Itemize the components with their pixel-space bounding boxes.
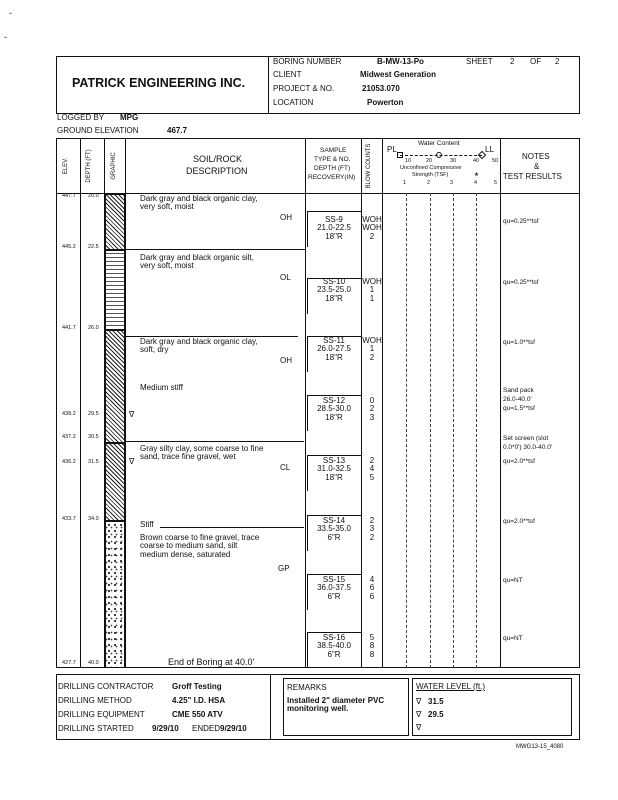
water-level-marker: ∇ [129, 410, 135, 419]
sample-id: SS-12 [322, 396, 346, 405]
sample-id: SS-16 [322, 633, 346, 642]
depth-value: 20.0 [88, 193, 99, 199]
blow-counts: 2 4 5 [369, 456, 375, 482]
elev-value: 438.2 [62, 411, 76, 417]
test-note: Sand pack [503, 387, 534, 394]
test-note: qu=1.5**tsf [503, 405, 535, 412]
sample-bracket [307, 574, 308, 610]
drilling-contractor-value: Groff Testing [172, 682, 222, 691]
sample-recovery: 18"R [325, 412, 343, 422]
elev-value: 445.2 [62, 244, 76, 250]
drilling-method-label: DRILLING METHOD [58, 696, 132, 705]
sample-bracket [307, 278, 308, 314]
test-note: 0.0*0') 30.0-40.0' [503, 444, 553, 451]
client-label: CLIENT [273, 70, 302, 79]
col-line [125, 138, 126, 668]
document-code: MWG13-15_4080 [516, 744, 564, 750]
sample-recovery: 18"R [325, 293, 343, 303]
sample-entry [312, 517, 356, 542]
col-line [500, 138, 501, 668]
uscs-code: OH [280, 213, 292, 222]
ucs-tick: 4 [474, 180, 478, 186]
strata-silty-clay [105, 443, 125, 521]
uscs-code: CL [280, 463, 291, 472]
strata-organic-clay [105, 194, 125, 250]
water-level-symbol: ∇ [416, 697, 422, 706]
stray-mark: - [4, 32, 7, 42]
sheet-label: SHEET [466, 57, 493, 66]
sample-entry [312, 337, 356, 362]
drilling-started-value: 9/29/10 [152, 724, 179, 733]
depth-value: 34.0 [88, 516, 99, 522]
elev-value: 427.7 [62, 660, 76, 666]
notes-header-3: TEST RESULTS [503, 172, 562, 181]
footer-divider [270, 674, 271, 740]
uscs-code: GP [278, 564, 290, 573]
notes-header-1: NOTES [522, 152, 550, 161]
sample-bracket [307, 632, 308, 668]
sample-depth: 23.5-25.0 [317, 285, 351, 295]
col-line [80, 138, 81, 668]
wc-marker [436, 152, 442, 158]
sheet-number: 2 [510, 57, 515, 66]
blow-counts: 5 8 8 [369, 633, 375, 659]
sample-id: SS-14 [322, 516, 346, 525]
chart-gridline [430, 193, 431, 668]
uscs-code: OL [280, 273, 291, 282]
sample-recovery: 6"R [327, 532, 341, 542]
sample-header-1: SAMPLE [320, 147, 347, 154]
depth-value: 30.5 [88, 434, 99, 440]
project-label: PROJECT & NO. [273, 84, 335, 93]
strata-organic-clay [105, 330, 125, 443]
depth-value: 26.0 [88, 325, 99, 331]
soil-description: Medium stiff [140, 383, 183, 392]
ll-label: LL [485, 145, 494, 154]
test-note: qu=NT [503, 635, 523, 642]
sample-depth: 28.5-30.0 [317, 404, 351, 414]
test-note: qu=0.25**tsf [503, 279, 539, 286]
sample-header-4: RECOVERY(IN) [308, 174, 356, 181]
soil-description: Dark gray and black organic clay, very soft, moist [140, 194, 258, 212]
depth-value: 22.5 [88, 244, 99, 250]
ucs-tick: 5 [494, 180, 498, 186]
soil-header-1: SOIL/ROCK [193, 154, 243, 164]
sample-entry [312, 216, 356, 241]
pl-marker [397, 152, 403, 158]
location-value: Powerton [367, 98, 404, 107]
sheet-of: OF [530, 57, 542, 66]
sample-id: SS-15 [322, 575, 346, 584]
boring-value: B-MW-13-Po [377, 57, 424, 66]
test-note: qu=1.0**tsf [503, 339, 535, 346]
sample-header-3: DEPTH (FT) [314, 165, 351, 172]
depth-value: 31.5 [88, 459, 99, 465]
soil-description: Brown coarse to fine gravel, trace coarse to medium sand, silt medium dense, saturated [140, 533, 260, 559]
project-value: 21053.070 [362, 84, 400, 93]
sample-recovery: 6"R [327, 591, 341, 601]
test-note: qu=2.0**tsf [503, 458, 535, 465]
sample-entry [312, 457, 356, 482]
elev-header: ELEV. [63, 157, 69, 175]
chart-gridline [453, 193, 454, 668]
ground-elevation-value: 467.7 [167, 126, 188, 135]
sheet-total: 2 [555, 57, 560, 66]
blow-counts: 2 3 2 [369, 516, 375, 542]
drilling-method-value: 4.25" I.D. HSA [172, 696, 226, 705]
sample-bracket [307, 515, 308, 551]
strata-boundary [160, 527, 304, 528]
strata-boundary [126, 249, 306, 250]
location-label: LOCATION [273, 98, 314, 107]
stray-mark: - [9, 8, 12, 18]
sample-depth: 31.0-32.5 [317, 464, 351, 474]
water-level-label: WATER LEVEL (ft.) [416, 682, 486, 691]
sample-depth: 26.0-27.5 [317, 344, 351, 354]
sample-entry [312, 278, 356, 303]
strata-gravel [105, 521, 125, 668]
elev-value: 441.7 [62, 325, 76, 331]
ucs-label-2: Strength (TSF) [412, 172, 449, 178]
wc-tick: 30 [450, 158, 457, 164]
sample-id: SS-9 [325, 215, 343, 224]
ucs-tick: 1 [403, 180, 407, 186]
wc-tick: 20 [426, 158, 433, 164]
sample-recovery: 18"R [325, 352, 343, 362]
depth-header: DEPTH (FT) [86, 149, 92, 183]
chart-gridline [476, 193, 477, 668]
client-value: Midwest Generation [360, 70, 437, 79]
sample-id: SS-11 [323, 336, 345, 345]
col-line [305, 138, 306, 668]
drilling-contractor-label: DRILLING CONTRACTOR [58, 682, 154, 691]
wc-tick: 50 [492, 158, 499, 164]
ucs-tick: 3 [450, 180, 454, 186]
sample-bracket [307, 211, 308, 247]
end-of-boring: End of Boring at 40.0' [168, 657, 255, 667]
logged-by-value: MPG [120, 113, 139, 122]
blow-counts-header: BLOW COUNTS [366, 143, 372, 189]
drilling-equipment-label: DRILLING EQUIPMENT [58, 710, 145, 719]
sample-recovery: 18"R [325, 472, 343, 482]
blow-counts: 0 2 3 [369, 396, 375, 422]
water-level-marker: ∇ [129, 457, 135, 466]
blow-counts: WOH 1 1 [362, 277, 382, 303]
notes-header-2: & [534, 162, 540, 171]
sample-id: SS-13 [322, 456, 346, 465]
soil-description: Gray silty clay, some coarse to fine sand, trace fine gravel, wet [140, 444, 264, 462]
test-note: qu=0.25**tsf [503, 218, 539, 225]
elev-value: 433.7 [62, 516, 76, 522]
water-content-label: Water Content [418, 140, 460, 147]
pl-label: PL [387, 145, 397, 154]
water-level-value: 29.5 [428, 710, 444, 719]
depth-value: 40.0 [88, 660, 99, 666]
graphic-header: GRAPHIC [111, 152, 117, 180]
drilling-equipment-value: CME 550 ATV [172, 710, 223, 719]
elev-value: 437.2 [62, 434, 76, 440]
drilling-ended-label: ENDED [192, 724, 221, 733]
drilling-ended-value: 9/29/10 [220, 724, 247, 733]
water-level-value: 31.5 [428, 697, 444, 706]
blow-counts: WOH 1 2 [362, 336, 382, 362]
sample-bracket [307, 211, 361, 212]
wc-tick: 40 [473, 158, 480, 164]
strata-boundary [126, 441, 304, 442]
col-line [382, 138, 383, 668]
water-level-symbol: ∇ [416, 723, 422, 732]
wc-tick: 10 [405, 158, 412, 164]
soil-description: Dark gray and black organic silt, very soft, moist [140, 253, 254, 271]
soil-description: Dark gray and black organic clay, soft, dry [140, 337, 258, 355]
sample-depth: 38.5-40.0 [317, 641, 351, 651]
boring-label: BORING NUMBER [273, 57, 342, 66]
company-name: PATRICK ENGINEERING INC. [72, 76, 246, 90]
ucs-star: ★ [474, 172, 479, 178]
sample-entry [312, 634, 356, 659]
depth-value: 29.5 [88, 411, 99, 417]
header-divider [268, 56, 269, 114]
remarks-label: REMARKS [287, 683, 327, 692]
ground-elevation-label: GROUND ELEVATION [57, 126, 139, 135]
ucs-tick: 2 [427, 180, 431, 186]
sample-header-2: TYPE & NO. [314, 156, 351, 163]
test-note: qu=NT [503, 577, 523, 584]
strata-organic-silt [105, 250, 125, 330]
sample-depth: 33.5-35.0 [317, 524, 351, 534]
sample-depth: 21.0-22.5 [317, 223, 351, 233]
sample-bracket [307, 336, 308, 372]
elev-value: 436.2 [62, 459, 76, 465]
soil-header-2: DESCRIPTION [186, 166, 248, 176]
sample-bracket [307, 395, 308, 431]
test-note: Set screen (slot [503, 435, 549, 442]
water-level-symbol: ∇ [416, 710, 422, 719]
sample-recovery: 18"R [325, 231, 343, 241]
remarks-text: Installed 2" diameter PVC monitoring well. [287, 696, 385, 714]
sample-bracket [307, 455, 308, 491]
blow-counts: WOH WOH 2 [362, 215, 382, 241]
blow-counts: 4 6 6 [369, 575, 375, 601]
logged-by-label: LOGGED BY [57, 113, 105, 122]
drilling-started-label: DRILLING STARTED [58, 724, 134, 733]
soil-description: Stiff [140, 520, 154, 529]
sample-entry [312, 576, 356, 601]
sample-recovery: 6"R [327, 649, 341, 659]
ucs-label-1: Unconfined Compressive [400, 165, 462, 171]
sample-id: SS-10 [322, 277, 346, 286]
sample-entry [312, 397, 356, 422]
header-row-line [56, 193, 580, 194]
elev-value: 447.7 [62, 193, 76, 199]
uscs-code: OH [280, 356, 292, 365]
chart-gridline [406, 193, 407, 668]
test-note: qu=2.0**tsf [503, 518, 535, 525]
sample-depth: 36.0-37.5 [317, 583, 351, 593]
test-note: 26.0-40.0' [503, 396, 532, 403]
